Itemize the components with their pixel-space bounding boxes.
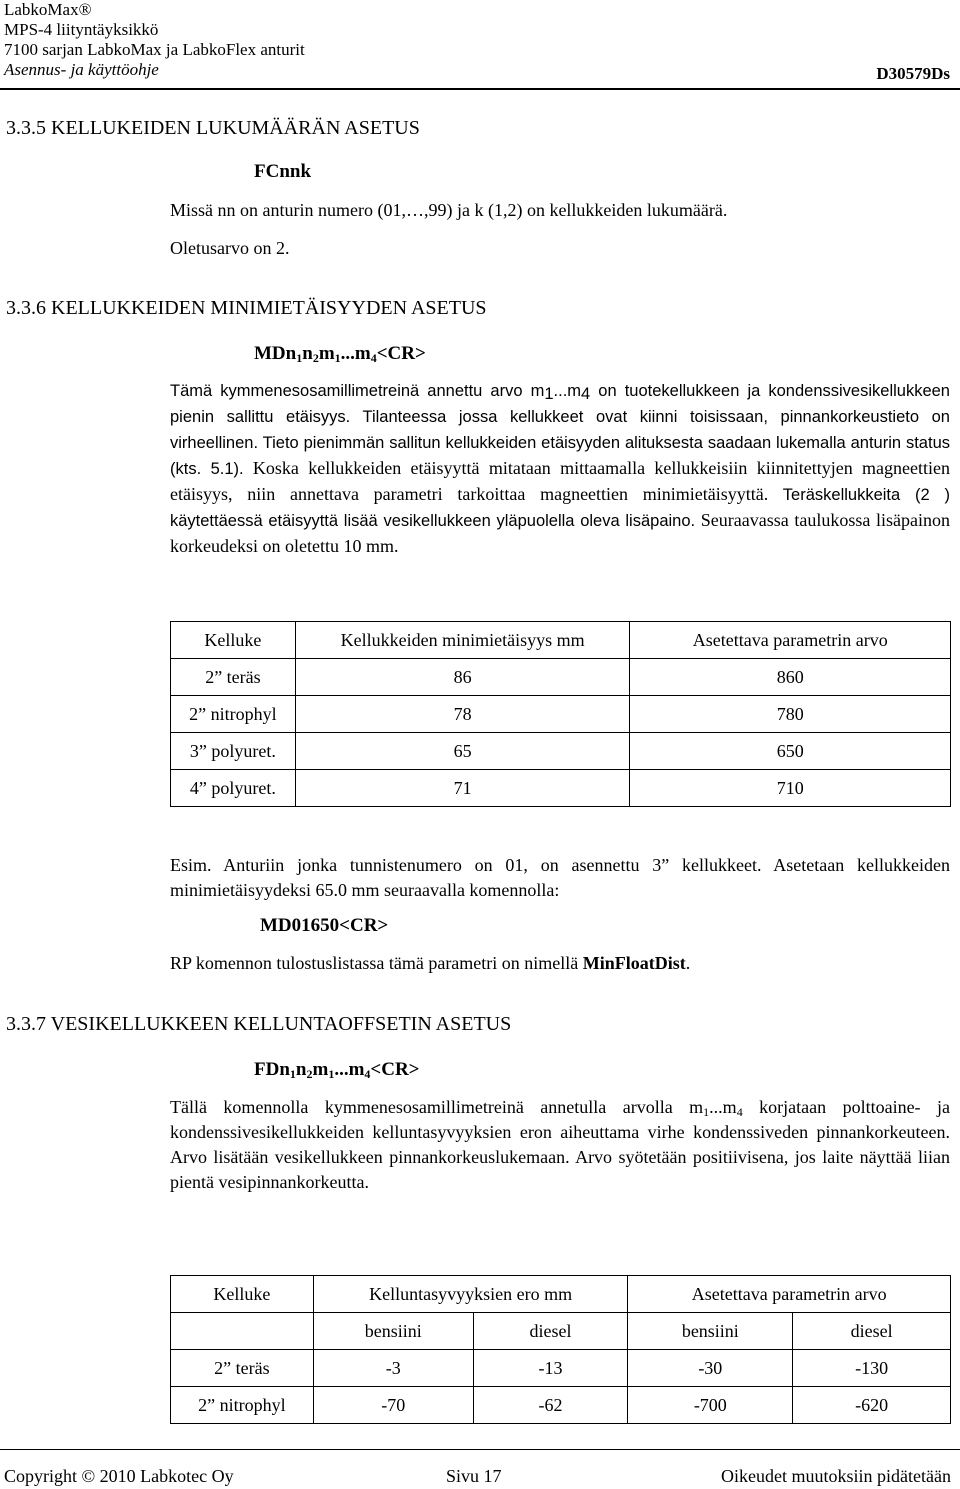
table-subheader-cell: diesel — [793, 1313, 951, 1350]
table-cell: -130 — [793, 1350, 951, 1387]
header-manual-type: Asennus- ja käyttöohje — [4, 60, 159, 79]
table-row — [171, 770, 951, 807]
table-subheader-cell: bensiini — [313, 1313, 473, 1350]
table-cell: 2” teräs — [171, 659, 296, 696]
table-cell: 2” nitrophyl — [171, 1387, 314, 1424]
table-row — [171, 659, 951, 696]
table-cell: -700 — [628, 1387, 793, 1424]
table-cell: 710 — [630, 770, 951, 807]
section-336-paragraph: Tämä kymmenesosamillimetreinä annettu arvo $m_1...m_4$ on tuotekellukkeen ja kondenssivesikellukkeen pienin sallittu etäisyys. Tilanteessa jossa kellukkeet ovat kiinni toisissaan, pinnankorkeustieto on virheellinen. Tieto pienimmän sallitun kellukkeiden etäisyyden alituksesta saadaan lukemalla anturin status (kts. 5.1). Koska kellukkeiden etäisyyttä mitataan mittaamalla kellukkeisiin kiinnitettyjen magneettien etäisyys, niin annettava parametri tarkoittaa magneettien minimietäisyyttä. Teräskellukkeita (2 ) käytettäessä etäisyyttä lisää vesikellukkeen yläpuolella oleva lisäpaino. Seuraavassa taulukossa lisäpainon korkeudeksi on oletettu 10 mm. — [170, 382, 951, 556]
table-row — [171, 696, 951, 733]
table-subheader-cell: bensiini — [628, 1313, 793, 1350]
table-header-cell: Kelluke — [171, 622, 296, 659]
table-header-cell: Asetettava parametrin arvo — [630, 622, 951, 659]
footer-rule — [0, 1449, 960, 1450]
table-header-cell: Kelluke — [171, 1276, 314, 1313]
table-header-row — [171, 1276, 951, 1313]
table-cell: 2” nitrophyl — [171, 696, 296, 733]
table-cell: 3” polyuret. — [171, 733, 296, 770]
table-subheader-cell: diesel — [473, 1313, 628, 1350]
section-336-example: Esim. Anturiin jonka tunnistenumero on 01, on asennettu 3” kellukkeet. Asetetaan kellukkeiden minimietäisyydeksi 65.0 mm seuraavalla komennolla: — [170, 855, 950, 900]
section-335-default: Oletusarvo on 2. — [170, 238, 290, 258]
header-series: 7100 sarjan LabkoMax ja LabkoFlex anturit — [4, 40, 305, 59]
table-header-cell: Asetettava parametrin arvo — [628, 1276, 951, 1313]
header-doc-id: D30579Ds — [876, 64, 950, 83]
table-header-cell: Kelluntasyvyyksien ero mm — [313, 1276, 628, 1313]
table-cell: 86 — [295, 659, 630, 696]
table-row — [171, 1387, 951, 1424]
section-336-rp-note: RP komennon tulostuslistassa tämä parametri on nimellä MinFloatDist. — [170, 953, 691, 973]
parameter-name: MinFloatDist — [582, 953, 686, 973]
table-subheader-row — [171, 1313, 951, 1350]
section-335-title: 3.3.5 KELLUKEIDEN LUKUMÄÄRÄN ASETUS — [6, 117, 420, 139]
table-cell: -70 — [313, 1387, 473, 1424]
table-cell: 780 — [630, 696, 951, 733]
table-cell: 860 — [630, 659, 951, 696]
footer-rights: Oikeudet muutoksiin pidätetään — [721, 1466, 951, 1486]
table-cell: 4” polyuret. — [171, 770, 296, 807]
table-cell: 71 — [295, 770, 630, 807]
section-337-paragraph: Tällä komennolla kymmenesosamillimetreinä annetulla arvolla $m_1...m_4$ korjataan polttoaine- ja kondenssivesikellukkeiden kelluntasyvyyksien eron aiheuttama virhe kondenssiveden pinnankorkeuteen. Arvo lisätään vesikellukkeen pinnankorkeuslukemaan. Arvo syötetään positiivisena, jos laite näyttää liian pientä vesipinnankorkeutta. — [170, 1097, 951, 1192]
document-header — [4, 0, 305, 80]
min-distance-table — [170, 621, 951, 807]
section-336-title: 3.3.6 KELLUKKEIDEN MINIMIETÄISYYDEN ASETUS — [6, 297, 487, 319]
footer-copyright: Copyright © 2010 Labkotec Oy — [4, 1466, 234, 1486]
table-row — [171, 733, 951, 770]
table-cell: 2” teräs — [171, 1350, 314, 1387]
section-335-command: FCnnk — [254, 161, 312, 182]
footer-page-number: Sivu 17 — [446, 1466, 502, 1486]
header-rule — [0, 88, 960, 90]
table-row — [171, 1350, 951, 1387]
table-cell: 78 — [295, 696, 630, 733]
table-header-cell: Kellukkeiden minimietäisyys mm — [295, 622, 630, 659]
section-337-command: $FDn_1n_2m_1...m_4<CR>$ — [254, 1059, 420, 1081]
header-brand: LabkoMax® — [4, 0, 92, 19]
table-header-row — [171, 622, 951, 659]
table-cell: -30 — [628, 1350, 793, 1387]
table-cell — [171, 1313, 314, 1350]
table-cell: -62 — [473, 1387, 628, 1424]
section-336-example-command: MD01650<CR> — [260, 915, 389, 936]
table-cell: -3 — [313, 1350, 473, 1387]
table-cell: -13 — [473, 1350, 628, 1387]
float-offset-table — [170, 1275, 951, 1424]
section-336-command: $MDn_1n_2m_1...m_4<CR>$ — [254, 343, 426, 365]
section-335-description: Missä nn on anturin numero (01,…,99) ja k (1,2) on kellukkeiden lukumäärä. — [170, 200, 728, 220]
table-cell: -620 — [793, 1387, 951, 1424]
section-337-title: 3.3.7 VESIKELLUKKEEN KELLUNTAOFFSETIN ASETUS — [6, 1013, 512, 1035]
table-cell: 65 — [295, 733, 630, 770]
header-product: MPS-4 liityntäyksikkö — [4, 20, 159, 39]
table-cell: 650 — [630, 733, 951, 770]
